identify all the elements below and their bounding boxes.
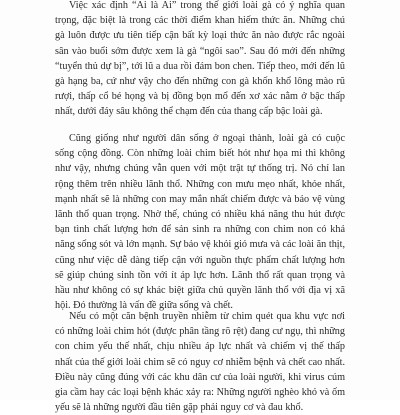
text-block-3: [55, 309, 345, 415]
text-block-2: [55, 131, 345, 313]
paragraph-2: Cũng giống như người dân sống ở ngoại thành, loài gà có cuộc sống cộng đồng. Còn những loài chim biết hót như họa mi thì không như vậy, nhưng chúng vẫn quen với một trật tự thống trị. Nó chỉ lan rộng thêm trên nhiều lãnh thổ. Những con mưu mẹo nhất, khỏe nhất, mạnh nhất sẽ là những con may mắn nhất chiếm được và bảo vệ vùng lãnh thổ quan trọng. Nhờ thế, chúng có nhiều khả năng thu hút được bạn tình chất lượng hơn để sản sinh ra những con chim non có khả năng sống sót và lớn mạnh. Sự bảo vệ khỏi gió mưa và các loài ăn thịt, cũng như việc dễ dàng tiếp cận với nguồn thực phẩm chất lượng hơn sẽ giúp chúng sinh tồn với ít áp lực hơn. Lãnh thổ rất quan trọng và hầu như không có sự khác biệt giữa chủ quyền lãnh thổ với địa vị xã hội. Đó thường là vấn đề giữa sống và chết.: [55, 133, 345, 312]
paragraph-3: Nếu có một căn bệnh truyền nhiễm từ chim quét qua khu vực nơi có những loài chim hót (được phân tầng rõ rệt) đang cư ngụ, thì những con chim yếu thế nhất, chịu nhiều áp lực nhất và chiếm vị thế thấp nhất của thế giới loài chim sẽ có nguy cơ nhiễm bệnh và chết cao nhất. Điều này cũng đúng với các khu dân cư của loài người, khi virus cúm gia cầm hay các loại bệnh khác xảy ra: Những người nghèo khó và ốm yếu sẽ là những người đầu tiên gặp phải nguy cơ và đau khổ.: [55, 311, 345, 414]
paragraph-1: Việc xác định “Ai là Ai” trong thế giới loài gà có ý nghĩa quan trọng, đặc biệt là trong các thời điểm khan hiếm thức ăn. Những chú gà luôn được ưu tiên tiếp cận bất kỳ loại thức ăn nào được rắc ngoài sân vào buổi sớm được xem là gà “ngôi sao”. Sau đó mới đến những “tuyển thủ dự bị”, tới lũ a dua rồi đám bon chen. Tiếp theo, mới đến lũ gà hạng ba, cứ như vậy cho đến những con gà khốn khổ lông mào rũ rượi, thấp cổ bé họng và bị đồng bọn mổ đến xơ xác nằm ở bậc thấp nhất, dưới đáy sâu không thể chạm đến của thang cấp bậc loài gà.: [55, 0, 345, 118]
text-block-1: [55, 0, 345, 120]
